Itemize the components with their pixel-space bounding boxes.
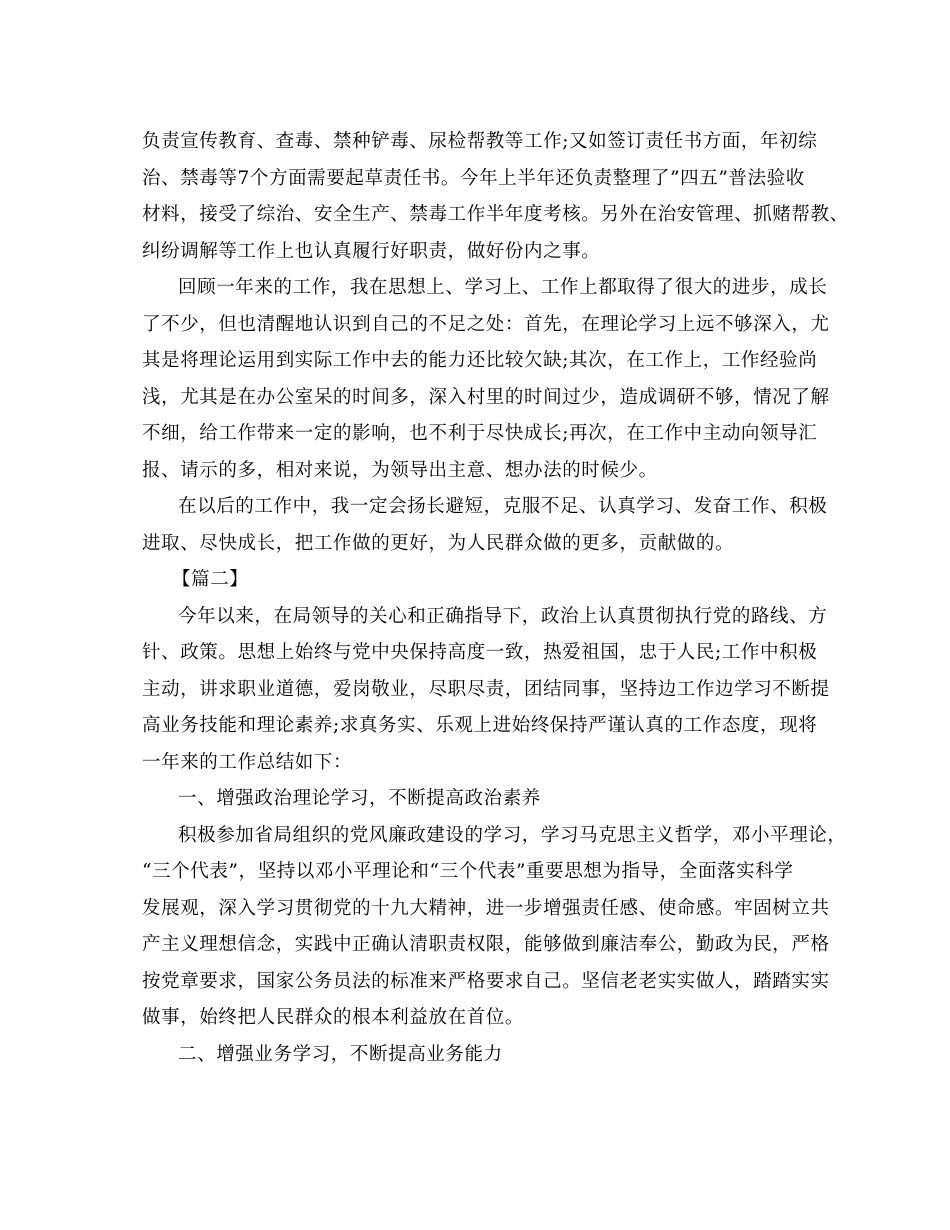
text-line: 纠纷调解等工作上也认真履行好职责，做好份内之事。 (142, 240, 601, 262)
text-line: 浅，尤其是在办公室呆的时间多，深入村里的时间过少，造成调研不够，情况了解 (142, 386, 830, 408)
section-heading: 【篇二】 (172, 569, 249, 590)
text-line: 发展观，深入学习贯彻党的十九大精神，进一步增强责任感、使命感。牢固树立共 (142, 897, 830, 919)
text-line: 按党章要求，国家公务员法的标准来严格要求自己。坚信老老实实做人，踏踏实实 (142, 970, 830, 992)
text-line: 一年来的工作总结如下： (142, 751, 353, 773)
text-line: 针、政策。思想上始终与党中央保持高度一致，热爱祖国，忠于人民;工作中积极 (142, 642, 818, 663)
text-line: 主动，讲求职业道德，爱岗敬业，尽职尽责，团结同事，坚持边工作边学习不断提 (142, 678, 830, 700)
paragraph-start: 回顾一年来的工作，我在思想上、学习上、工作上都取得了很大的进步，成长 (178, 277, 828, 298)
paragraph-start: 在以后的工作中，我一定会扬长避短，克服不足、认真学习、发奋工作、积极 (178, 496, 828, 517)
paragraph-start: 积极参加省局组织的党风廉政建设的学习，学习马克思主义哲学，邓小平理论， (178, 824, 847, 846)
subsection-heading: 二、增强业务学习，不断提高业务能力 (178, 1043, 503, 1065)
text-line: 了不少，但也清醒地认识到自己的不足之处：首先，在理论学习上远不够深入，尤 (142, 313, 830, 335)
text-line: 进取、尽快成长，把工作做的更好，为人民群众做的更多，贡献做的。 (142, 532, 735, 554)
text-line: 其是将理论运用到实际工作中去的能力还比较欠缺;其次，在工作上，工作经验尚 (142, 350, 818, 371)
text-line: 做事，始终把人民群众的根本利益放在首位。 (142, 1007, 525, 1028)
text-line: 治、禁毒等7个方面需要起草责任书。今年上半年还负责整理了”四五”普法验收 (142, 167, 805, 189)
text-line: 报、请示的多，相对来说，为领导出主意、想办法的时候少。 (142, 459, 658, 481)
text-line: “三个代表”，坚持以邓小平理论和“三个代表”重要思想为指导，全面落实科学 (142, 861, 794, 882)
text-line: 高业务技能和理论素养;求真务实、乐观上进始终保持严谨认真的工作态度，现将 (142, 715, 818, 736)
document-body (142, 124, 849, 1073)
text-line: 材料，接受了综治、安全生产、禁毒工作半年度考核。另外在治安管理、抓赌帮教、 (142, 204, 849, 225)
text-line: 产主义理想信念，实践中正确认清职责权限，能够做到廉洁奉公，勤政为民，严格 (142, 934, 830, 955)
subsection-heading: 一、增强政治理论学习，不断提高政治素养 (178, 788, 541, 809)
text-line: 不细，给工作带来一定的影响，也不利于尽快成长;再次，在工作中主动向领导汇 (142, 423, 818, 444)
paragraph-start: 今年以来，在局领导的关心和正确指导下，政治上认真贯彻执行党的路线、方 (178, 605, 828, 627)
text-line: 负责宣传教育、查毒、禁种铲毒、尿检帮教等工作;又如签订责任书方面，年初综 (142, 131, 818, 152)
